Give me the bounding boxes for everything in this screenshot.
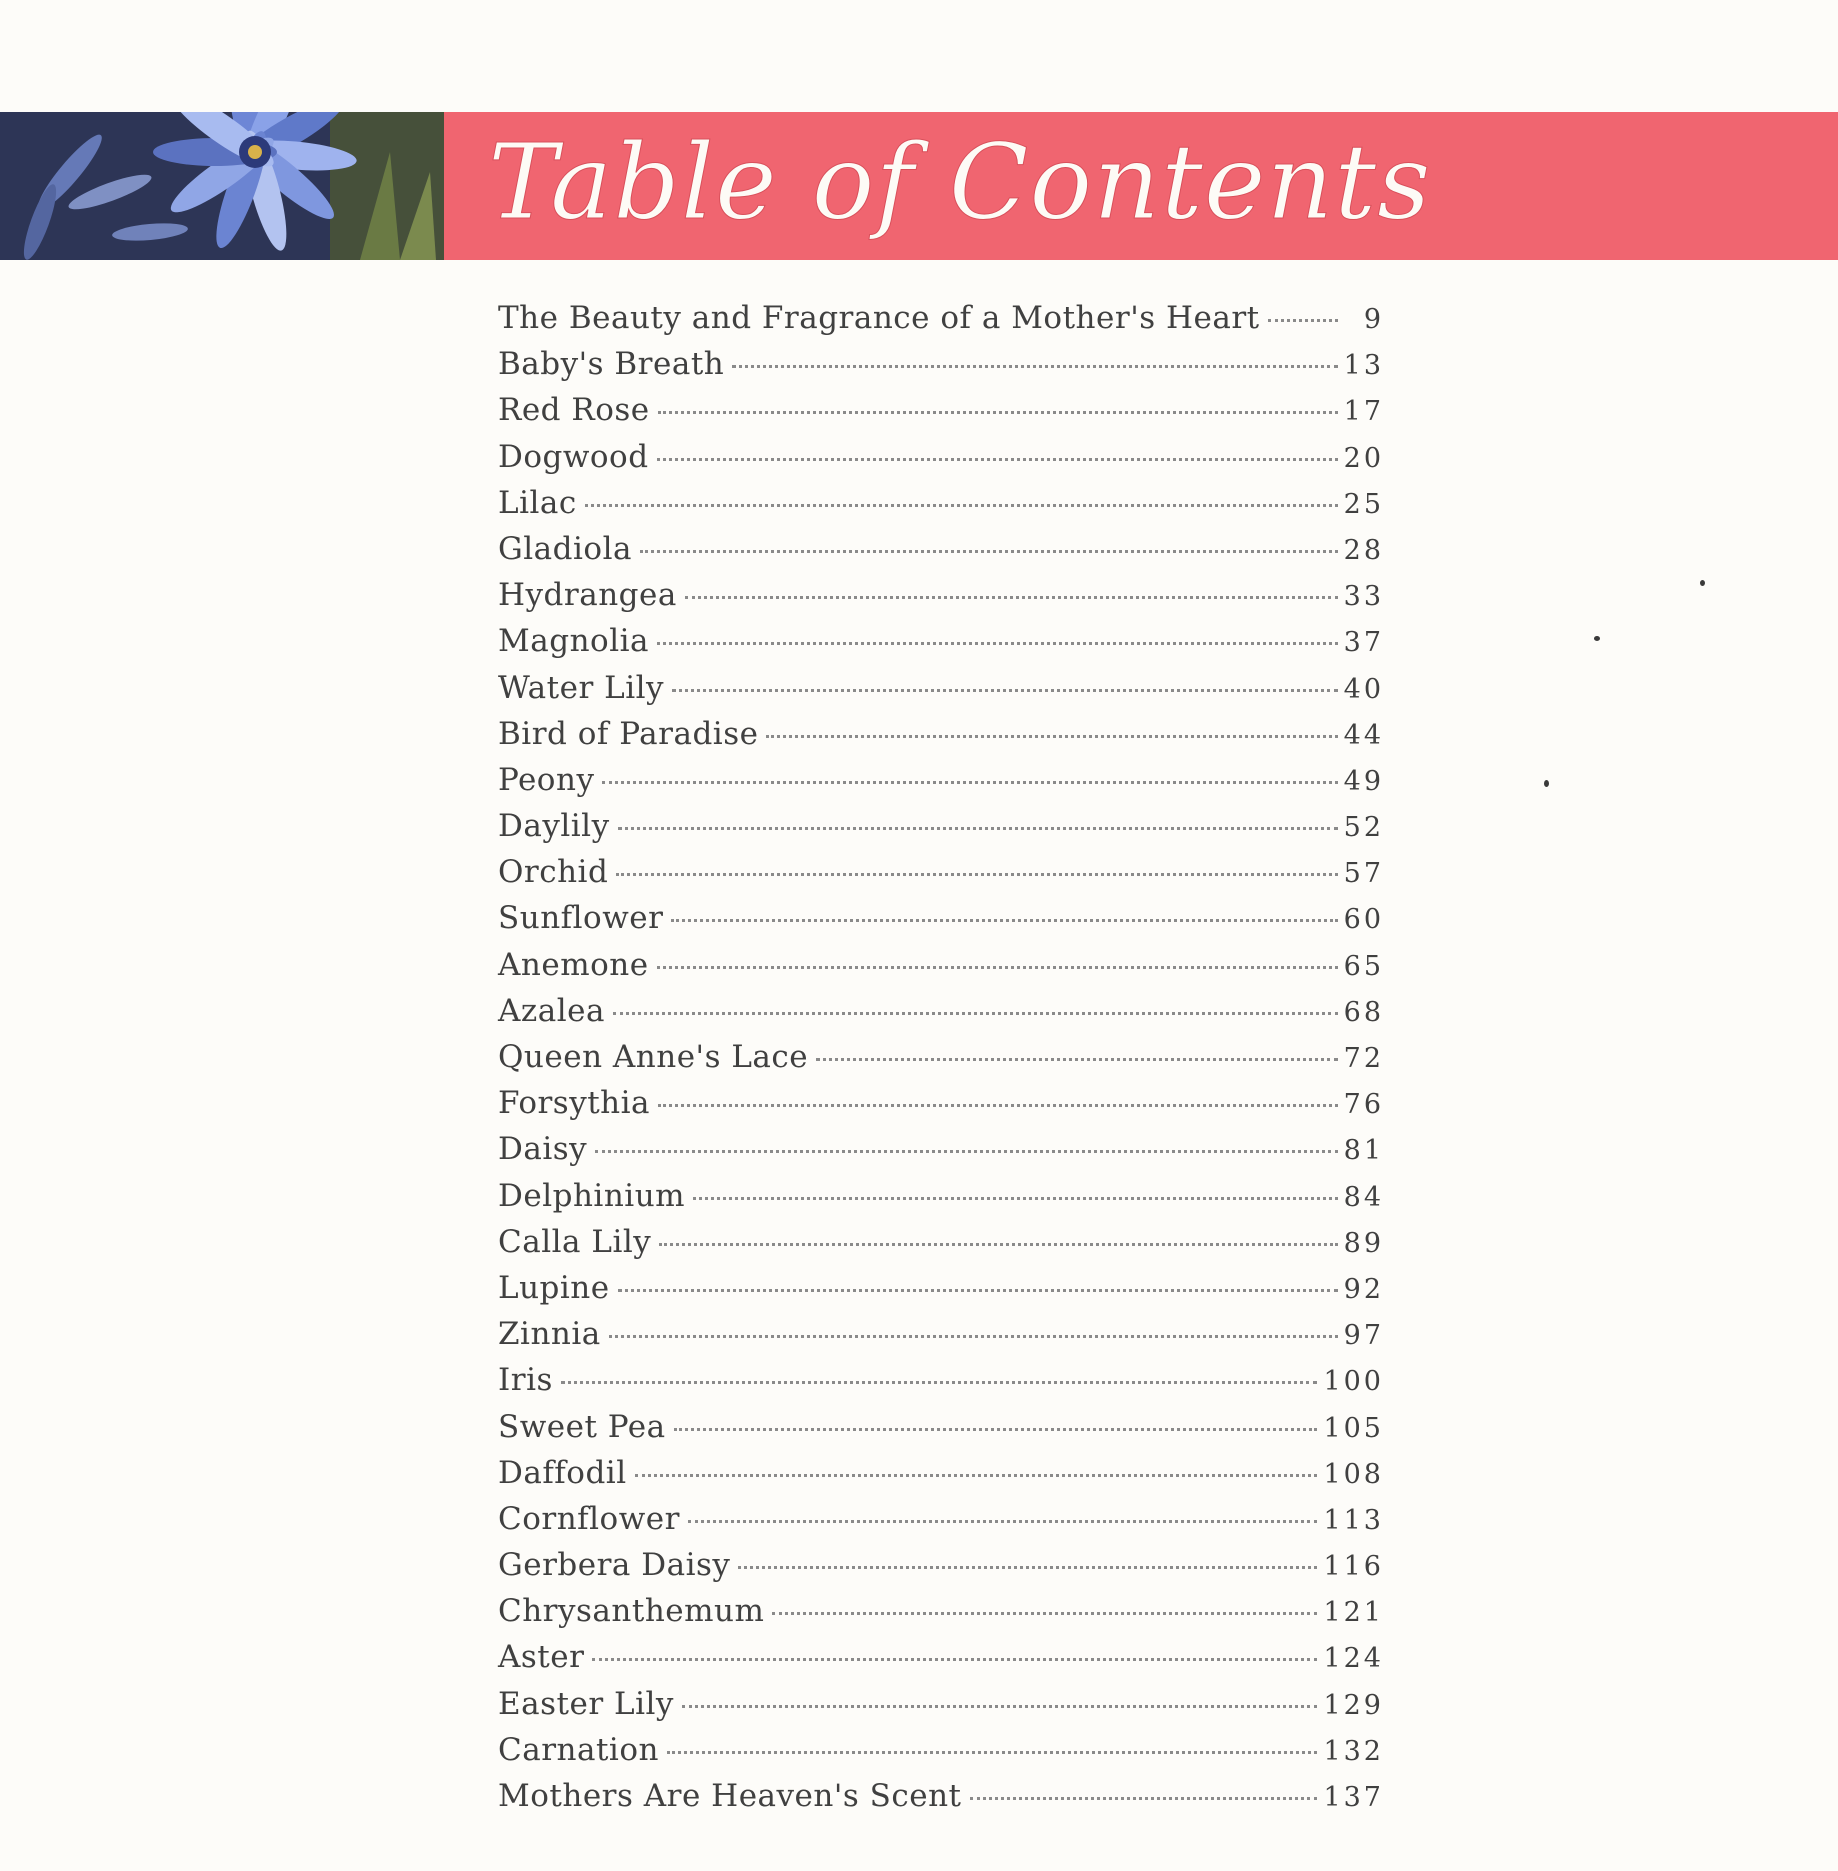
dot-leader [816,1058,1338,1061]
toc-entry-title: Mothers Are Heaven's Scent [498,1778,962,1814]
toc-entry-page-number: 89 [1343,1227,1384,1259]
toc-entry [498,1593,1384,1639]
toc-entry-title: Peony [498,761,595,798]
dot-leader [592,1658,1317,1661]
dot-leader [970,1797,1318,1800]
toc-entry-title: Calla Lily [498,1223,652,1260]
toc-entry [498,854,1384,900]
toc-entry [498,762,1384,808]
toc-entry-title: Water Lily [498,669,665,706]
toc-entry [498,392,1384,438]
dot-leader [659,1243,1337,1246]
toc-entry [498,1501,1384,1547]
toc-entry-page-number: 108 [1323,1458,1384,1490]
toc-entry-page-number: 81 [1343,1135,1384,1167]
dot-leader [635,1474,1318,1477]
toc-entry [498,1778,1384,1824]
toc-entry-title: Red Rose [498,392,650,429]
title-banner [444,112,1838,260]
dot-leader [672,689,1338,692]
toc-entry-title: Baby's Breath [498,346,725,383]
flower-photo [0,112,444,260]
toc-entry-page-number: 57 [1343,858,1384,890]
toc-entry-title: Magnolia [498,623,650,660]
toc-entry-page-number: 92 [1343,1273,1384,1305]
toc-entry [498,485,1384,531]
dot-leader [602,781,1337,784]
toc-entry [498,300,1384,346]
toc-entry [498,577,1384,623]
toc-entry [498,623,1384,669]
ink-speck [1594,636,1600,641]
dot-leader [613,1012,1338,1015]
toc-entry-title: Lupine [498,1269,610,1306]
toc-entry-page-number: 84 [1343,1181,1384,1213]
toc-entry-page-number: 105 [1323,1412,1384,1444]
ink-speck [1700,580,1705,586]
toc-entry [498,1409,1384,1455]
toc-entry-title: Iris [498,1362,553,1399]
toc-entry-page-number: 20 [1343,442,1384,474]
toc-entry [498,1362,1384,1408]
ink-speck [1544,780,1549,787]
toc-entry-title: Lilac [498,484,577,521]
toc-entry-title: Sweet Pea [498,1408,666,1445]
toc-entry-title: Gladiola [498,530,632,567]
blue-flower-image [0,112,444,260]
dot-leader [766,735,1337,738]
toc-entry-title: Anemone [498,946,649,983]
toc-entry-page-number: 100 [1323,1366,1384,1398]
toc-entry-title: Cornflower [498,1500,680,1537]
toc-entry-page-number: 76 [1343,1089,1384,1121]
toc-entry-page-number: 137 [1323,1782,1384,1813]
table-of-contents [498,300,1384,1824]
toc-entry-title: Carnation [498,1731,659,1768]
dot-leader [618,827,1338,830]
toc-entry [498,1547,1384,1593]
toc-entry-title: Dogwood [498,438,649,475]
toc-entry-page-number: 49 [1343,765,1384,797]
toc-entry [498,1224,1384,1270]
toc-entry-title: Hydrangea [498,577,677,614]
toc-entry-title: Gerbera Daisy [498,1547,731,1584]
toc-entry-page-number: 33 [1343,581,1384,613]
dot-leader [738,1566,1317,1569]
toc-entry-title: Queen Anne's Lace [498,1039,809,1075]
toc-entry-page-number: 60 [1343,904,1384,936]
dot-leader [693,1197,1338,1200]
toc-entry-title: Daisy [498,1131,588,1168]
page-title: Table of Contents [488,121,1432,243]
toc-entry-page-number: 129 [1323,1689,1384,1721]
toc-entry-title: Chrysanthemum [498,1593,765,1630]
toc-entry-title: Delphinium [498,1177,686,1214]
toc-entry-page-number: 116 [1323,1551,1384,1583]
dot-leader [772,1612,1317,1615]
dot-leader [616,873,1337,876]
toc-entry [498,808,1384,854]
toc-entry [498,1455,1384,1501]
toc-entry-title: Orchid [498,854,609,891]
toc-entry-title: The Beauty and Fragrance of a Mother's Heart [498,300,1260,336]
toc-entry [498,716,1384,762]
toc-entry-page-number: 13 [1343,350,1384,382]
toc-entry-page-number: 72 [1343,1043,1384,1074]
toc-entry-page-number: 52 [1343,812,1384,844]
toc-entry [498,1686,1384,1732]
toc-entry-page-number: 28 [1343,534,1384,566]
toc-entry-title: Daffodil [498,1454,627,1491]
dot-leader [585,504,1338,507]
toc-entry [498,1085,1384,1131]
dot-leader [688,1520,1318,1523]
toc-entry [498,1131,1384,1177]
toc-entry-title: Azalea [498,992,605,1029]
toc-entry-page-number: 132 [1323,1735,1384,1767]
dot-leader [657,458,1338,461]
toc-entry-page-number: 113 [1323,1504,1384,1536]
toc-entry-title: Daylily [498,808,610,845]
dot-leader [609,1335,1338,1338]
dot-leader [674,1428,1318,1431]
toc-entry-page-number: 40 [1343,673,1384,705]
dot-leader [595,1150,1337,1153]
toc-entry-title: Bird of Paradise [498,715,759,752]
toc-entry [498,1039,1384,1085]
toc-entry [498,947,1384,993]
toc-entry [498,1178,1384,1224]
toc-entry [498,1732,1384,1778]
toc-entry [498,993,1384,1039]
toc-entry [498,531,1384,577]
dot-leader [657,642,1338,645]
toc-entry-page-number: 65 [1343,950,1384,982]
dot-leader [658,411,1338,414]
toc-entry-page-number: 9 [1363,304,1384,335]
toc-entry-page-number: 17 [1343,396,1384,428]
toc-entry-page-number: 124 [1323,1643,1384,1675]
dot-leader [561,1381,1318,1384]
dot-leader [685,596,1338,599]
toc-entry [498,439,1384,485]
dot-leader [682,1705,1318,1708]
dot-leader [667,1751,1317,1754]
toc-entry [498,346,1384,392]
dot-leader [732,365,1337,368]
toc-entry-page-number: 68 [1343,996,1384,1028]
dot-leader [657,966,1338,969]
toc-entry [498,900,1384,946]
toc-entry-page-number: 44 [1343,719,1384,751]
dot-leader [671,919,1337,922]
toc-entry-title: Sunflower [498,900,664,937]
toc-entry-page-number: 97 [1343,1320,1384,1352]
toc-entry [498,1639,1384,1685]
dot-leader [618,1289,1338,1292]
toc-entry-page-number: 121 [1323,1597,1384,1629]
dot-leader [640,550,1338,553]
toc-entry-title: Aster [498,1639,585,1676]
toc-entry [498,1270,1384,1316]
toc-entry-title: Zinnia [498,1316,601,1353]
toc-entry-page-number: 25 [1343,488,1384,520]
dot-leader [1268,319,1338,322]
toc-entry-title: Easter Lily [498,1685,674,1722]
toc-entry-title: Forsythia [498,1085,651,1122]
toc-entry-page-number: 37 [1343,627,1384,659]
toc-entry [498,1316,1384,1362]
toc-entry [498,670,1384,716]
dot-leader [658,1104,1338,1107]
